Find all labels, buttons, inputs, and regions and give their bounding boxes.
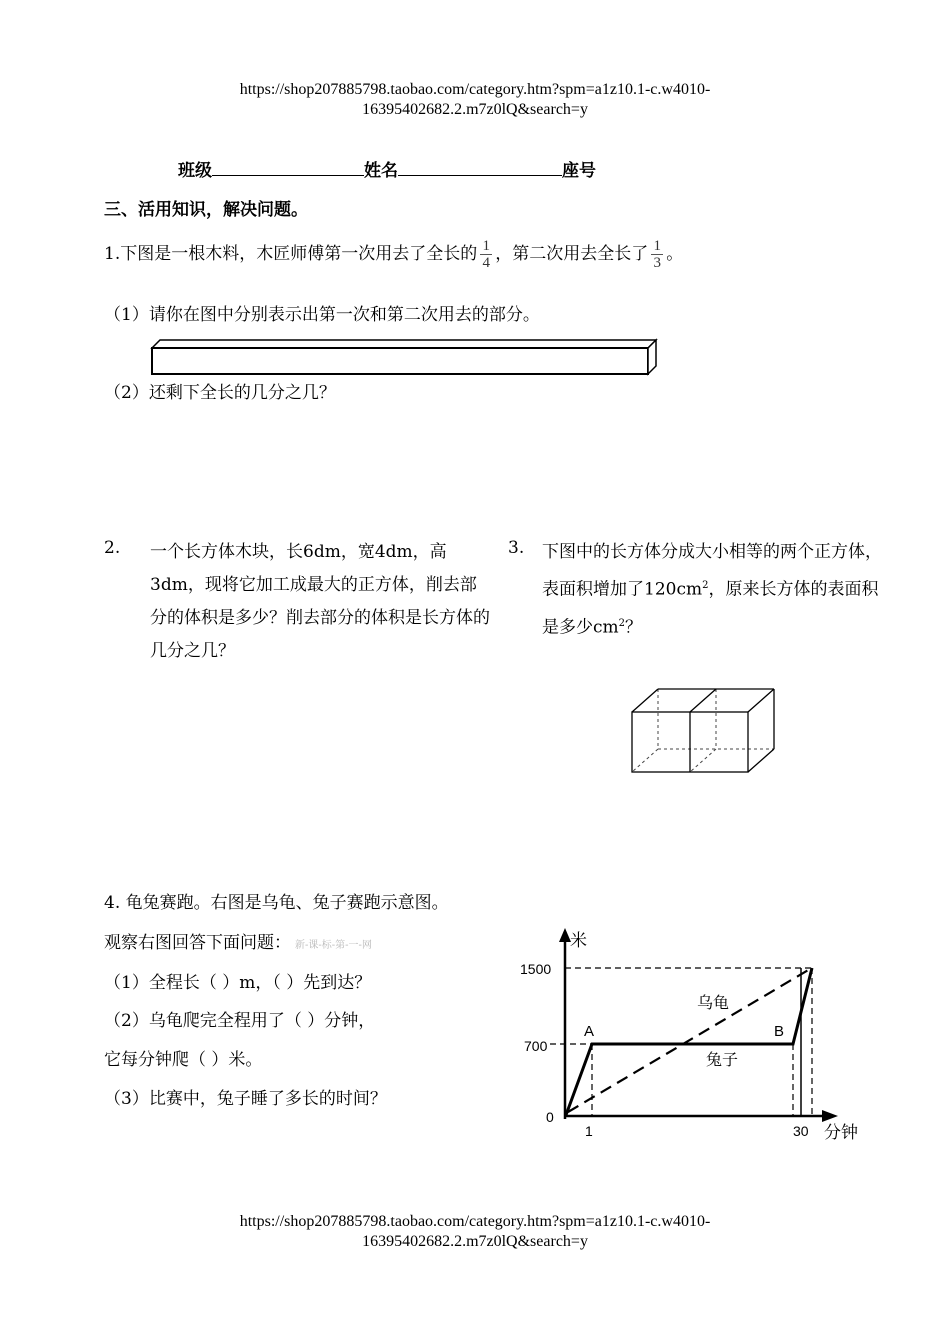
q3-number: 3.: [508, 538, 525, 558]
y-tick-1500: 1500: [520, 961, 552, 977]
q3-sup2: 2: [618, 617, 626, 629]
y-unit-label: 米: [570, 931, 587, 950]
q4-line2-text: 观察右图回答下面问题：: [104, 933, 291, 953]
x-unit-label: 分钟: [824, 1123, 858, 1142]
race-graph: [510, 924, 890, 1148]
frac1-num: 1: [482, 238, 490, 254]
q3-sup1: 2: [702, 580, 709, 591]
q1-sub2: （2）还剩下全长的几分之几？: [104, 383, 336, 403]
x-tick-30: 30: [793, 1123, 809, 1139]
section-title: 三、活用知识，解决问题。: [104, 200, 308, 220]
q4-line2: [104, 928, 372, 953]
footer-url-line1[interactable]: https://shop207885798.taobao.com/category.htm?spm=a1z10.1-c.w4010-: [239, 1213, 711, 1230]
cuboid-two-cubes-figure: [626, 686, 782, 778]
q1-stem-b: ，第二次用去全长了: [495, 244, 649, 264]
q4-sub1: （1）全程长（ ）m，（ ）先到达？: [104, 973, 372, 993]
name-blank: [398, 159, 562, 176]
fraction-one-third: [651, 238, 663, 271]
q4-line1: 4. 龟兔赛跑。右图是乌龟、兔子赛跑示意图。: [104, 893, 449, 913]
q3-text-c: ？: [625, 617, 643, 638]
header-url-line2[interactable]: 16395402682.2.m7z0lQ&search=y: [362, 101, 588, 118]
q2-text: 一个长方体木块，长6dm，宽4dm，高3dm，现将它加工成最大的正方体，削去部分的体积是多少？削去部分的体积是长方体的几分之几？: [150, 542, 490, 661]
x-axis-arrow-icon: [822, 1110, 838, 1122]
class-label: 班级: [178, 161, 212, 181]
q3-text-b: ，原来长方体的表面积是多少cm: [542, 579, 879, 638]
q3-text: [542, 536, 882, 644]
y-tick-700: 700: [524, 1038, 548, 1054]
y-tick-0: 0: [546, 1109, 554, 1125]
seat-label: 座号: [562, 161, 596, 181]
frac2-den: 3: [653, 255, 661, 271]
rabbit-label: 兔子: [706, 1052, 739, 1069]
q1-stem-a: 1.下图是一根木料，木匠师傅第一次用去了全长的: [104, 244, 478, 264]
q4-sub3: （3）比赛中，兔子睡了多长的时间？: [104, 1089, 387, 1109]
watermark-text: 新-课-标-第-一-网: [295, 940, 372, 951]
point-b-label: B: [774, 1023, 785, 1040]
q1-stem-c: 。: [666, 244, 684, 264]
wood-plank-figure: [148, 338, 660, 380]
student-info-line: [178, 156, 596, 181]
header-url-line1[interactable]: https://shop207885798.taobao.com/category.htm?spm=a1z10.1-c.w4010-: [239, 81, 711, 98]
tortoise-line: [568, 969, 810, 1112]
name-label: 姓名: [364, 161, 398, 181]
q1-sub1: （1）请你在图中分别表示出第一次和第二次用去的部分。: [104, 305, 540, 325]
q2-number: 2.: [104, 538, 121, 558]
frac1-den: 4: [482, 255, 490, 271]
q3-text-a: 下图中的长方体分成大小相等的两个正方体，表面积增加了120cm: [542, 542, 882, 600]
class-blank: [212, 159, 364, 176]
fraction-one-quarter: [480, 238, 492, 271]
q4-sub2b: 它每分钟爬（ ）米。: [104, 1050, 263, 1070]
frac2-num: 1: [653, 238, 661, 254]
tortoise-label: 乌龟: [697, 995, 730, 1012]
footer-url-line2[interactable]: 16395402682.2.m7z0lQ&search=y: [362, 1233, 588, 1250]
q4-sub2: （2）乌龟爬完全程用了（ ）分钟，: [104, 1011, 376, 1031]
x-tick-1: 1: [585, 1123, 593, 1139]
q1-stem: [104, 238, 683, 271]
point-a-label: A: [584, 1023, 595, 1040]
